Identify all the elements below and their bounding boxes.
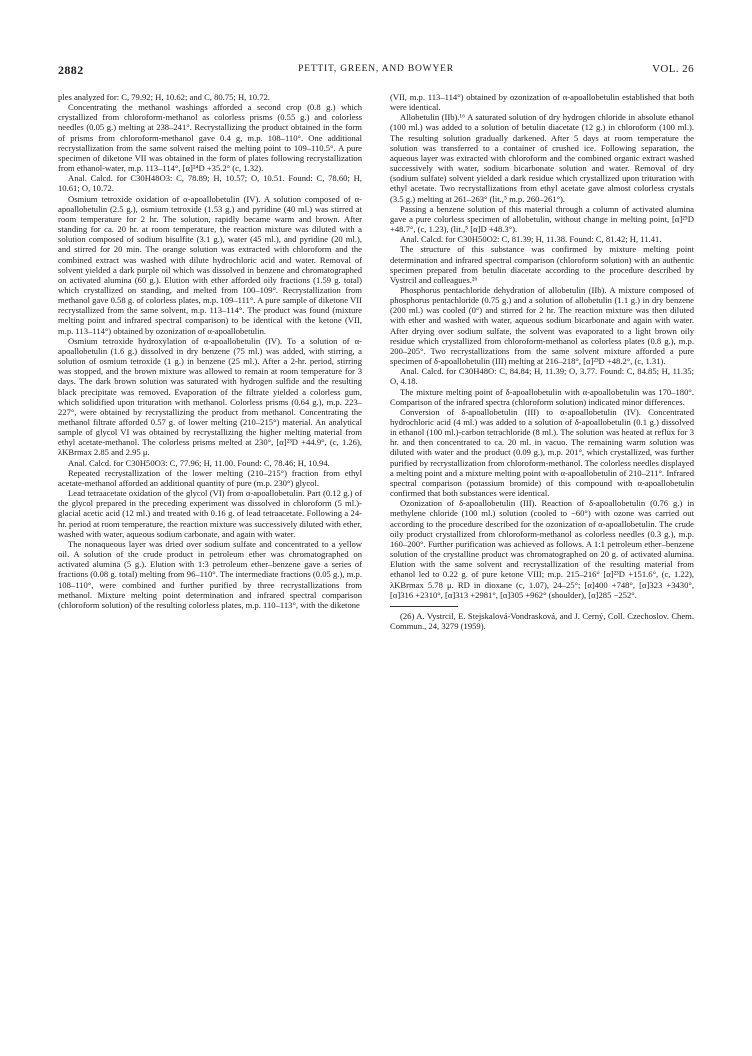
paragraph: Conversion of δ-apoallobetulin (III) to α-apoallobetulin (IV). Concentrated hydrochloric acid (4 ml.) was added to a solution of δ-apoallobetulin (0.1 g.) dissolved in ethanol (100 ml.)-carbon tetrachloride (8 ml.). The solution was heated at reflux for 3 hr. and then concentrated to ca. 20 ml. in vacuo. The remaining warm solution was diluted with water and the product (0.09 g.), m.p. 201°, which crystallized, was further purified by recrystallization from chloroform-methanol. The colorless needles displayed a melting point and a mixture melting point with α-apoallobetulin of 210–211°. Infrared spectral comparison (potassium bromide) of this compound with α-apoallobetulin confirmed that both substances were identical. [390,406,694,499]
right-column [390,92,694,631]
paragraph: The structure of this substance was confirmed by mixture melting point determination and infrared spectral comparison (chloroform solution) with an authentic specimen prepared from betulin diacetate according to the procedure described by Vystrcil and colleagues.²⁶ [390,244,694,285]
running-title: PETTIT, GREEN, AND BOWYER [298,64,454,74]
paragraph: Concentrating the methanol washings afforded a second crop (0.8 g.) which crystallized from chloroform-methanol as colorless prisms (0.55 g.) and colorless needles (0.05 g.) melting at 238–241°. Recrystallizing the product obtained in the form of prisms from chloroform-methanol gave 0.4 g, m.p. 108–110°. One additional recrystallization from the same solvent raised the melting point to 109–110.5°. A pure specimen of diketone VII was obtained in the form of plates following recrystallization from ethanol-water, m.p. 113–114°, [α]²⁴D +35.2° (c, 1.32). [58,102,362,174]
volume-label: VOL. 26 [652,63,694,75]
paragraph: The nonaqueous layer was dried over sodium sulfate and concentrated to a yellow oil. A solution of the crude product in petroleum ether was chromatographed on activated alumina (5 g.). Elution with 1:3 petroleum ether–benzene gave a series of fractions (0.08 g. total) melting from 96–110°. The intermediate fractions (0.05 g.), m.p. 108–110°, were combined and further purified by three recrystallizations from methanol. Mixture melting point determination and infrared spectral comparison (chloroform solution) of the resulting colorless plates, m.p. 110–113°, with the diketone [58,538,362,610]
left-column [58,92,362,610]
paragraph: Ozonization of δ-apoallobetulin (III). Reaction of δ-apoallobetulin (0.76 g.) in methylene chloride (100 ml.) solution (cooled to −60°) with ozone was carried out according to the procedure described for the ozonization of α-apoallobetulin. The crude oily product crystallized from chloroform-methanol as colorless needles (0.3 g.), m.p. 160–200°. Further purification was achieved as follows. A 1:1 petroleum ether–benzene solution of the crystalline product was chromatographed on 20 g. of activated alumina. Elution with the same solvent and recrystallization of the resulting material from ethanol led to 0.22 g. of pure ketone VIII; m.p. 215–216° [α]²³D +151.6°, (c, 1.22), λKBrmax 5.78 μ. RD in dioxane (c, 1.07), 24–25°; [α]400 +748°, [α]323 +3430°, [α]316 +2310°, [α]313 +2981°, [α]305 +962° (shoulder), [α]285 −252°. [390,498,694,600]
paragraph: Anal. Calcd. for C30H48O3: C, 78.89; H, 10.57; O, 10.51. Found: C, 78.60; H, 10.61; O, 10.72. [58,173,362,194]
paragraph: Anal. Calcd. for C30H48O: C, 84.84; H, 11.39; O, 3.77. Found: C, 84.85; H, 11.35; O, 4.18. [390,366,694,387]
paragraph: Allobetulin (IIb).¹⁶ A saturated solution of dry hydrogen chloride in absolute ethanol (100 ml.) was added to a solution of betulin diacetate (12 g.) in chloroform (100 ml.). The resulting solution gradually darkened. After 5 days at room temperature the solution was transferred to a container of crushed ice. Following separation, the aqueous layer was extracted with chloroform and the combined organic extract washed successively with water, sodium bicarbonate solution and water. Removal of dry (sodium sulfate) solvent yielded a dark residue which crystallized upon trituration with ethyl acetate. Two recrystallizations from ethyl acetate gave almost colorless crystals (3.5 g.) melting at 261–263° (lit.,⁵ m.p. 260–261°). [390,112,694,204]
paragraph: Anal. Calcd. for C30H50O2: C, 81.39; H, 11.38. Found: C, 81.42; H, 11.41. [400,234,662,245]
page-number: 2882 [58,63,84,77]
footnote: (26) A. Vystrcil, E. Stejskalová-Vondrasková, and J. Cerný, Coll. Czechoslov. Chem. Commun., 24, 3279 (1959). [390,610,694,631]
paragraph: Lead tetraacetate oxidation of the glycol (VI) from α-apoallobetulin. Part (0.12 g.) of the glycol prepared in the preceding experiment was dissolved in chloroform (5 ml.)-glacial acetic acid (12 ml.) and treated with 0.16 g. of lead tetraacetate. Following a 24-hr. period at room temperature, the reaction mixture was successively diluted with ether, washed with water, aqueous sodium carbonate, and again with water. [58,488,362,539]
paragraph: Osmium tetroxide hydroxylation of α-apoallobetulin (IV). To a solution of α-apoallobetulin (1.6 g.) dissolved in dry benzene (75 ml.) was added, with stirring, a solution of osmium tetroxide (1 g.) in benzene (25 ml.). After a 2-hr. period, stirring was stopped, and the brown mixture was allowed to remain at room temperature for 3 days. The dark brown solution was saturated with hydrogen sulfide and the resulting black precipitate was removed. Evaporation of the filtrate yielded a colorless gum, which solidified upon trituration with methanol. Colorless prisms (0.64 g.), m.p. 223–227°, were obtained by recrystallizing the product from methanol. Concentrating the methanol filtrate afforded 0.57 g. of lower melting (210–215°) material. An analytical sample of glycol VI was obtained by recrystallizing the higher melting material from ethyl acetate-methanol. The colorless prisms melted at 230°, [α]²³D +44.9°, (c, 1.26), λKBrmax 2.85 and 2.95 μ. [58,335,362,458]
paragraph: Osmium tetroxide oxidation of α-apoallobetulin (IV). A solution composed of α-apoallobetulin (2.5 g.), osmium tetroxide (1.53 g.) and pyridine (40 ml.) was stirred at room temperature for 2 hr. The solution, rapidly became warm and brown. After standing for ca. 20 hr. at room temperature, the reaction mixture was diluted with a solution composed of sodium bisulfite (3.1 g.), water (45 ml.), and pyridine (20 ml.), and stirred for 20 min. The orange solution was extracted with chloroform and the combined extract was washed with dilute hydrochloric acid and water. Removal of solvent yielded a dark purple oil which was dissolved in benzene and chromatographed on activated alumina (60 g.). Elution with ether afforded oily fractions (1.59 g. total) which crystallized on standing, and melted from 100–109°. Recrystallization from methanol gave 0.58 g. of colorless plates, m.p. 109–111°. A pure sample of diketone VII recrystallized from the same solvent, m.p. 113–114°. The product was found (mixture melting point and infrared spectral comparison) to be identical with the ketone (VII, m.p. 113–114°) obtained by ozonization of α-apoallobetulin. [58,193,362,336]
paragraph: Repeated recrystallization of the lower melting (210–215°) fraction from ethyl acetate-methanol afforded an additional quantity of pure (m.p. 230°) glycol. [58,467,362,488]
footnote-divider [390,606,458,607]
page-header [58,63,694,81]
paragraph: (VII, m.p. 113–114°) obtained by ozonization of α-apoallobetulin established that both were identical. [390,92,694,113]
paragraph: Passing a benzene solution of this material through a column of activated alumina gave a pure colorless specimen of allobetulin, without change in melting point, [α]²⁵D +48.7°, (c, 1.23), (lit.,⁵ [α]D +48.3°). [390,203,694,235]
paragraph: Anal. Calcd. for C30H50O3: C, 77.96; H, 11.00. Found: C, 78.46; H, 10.94. [68,457,330,468]
paragraph: ples analyzed for: C, 79.92; H, 10.62; and C, 80.75; H, 10.72. [58,92,270,102]
paragraph: The mixture melting point of δ-apoallobetulin with α-apoallobetulin was 170–180°. Comparison of the infrared spectra (chloroform solution) indicated minor differences. [390,386,694,407]
paragraph: Phosphorus pentachloride dehydration of allobetulin (IIb). A mixture composed of phosphorus pentachloride (0.75 g.) and a solution of allobetulin (1.1 g.) in dry benzene (200 ml.) was cooled (0°) and stirred for 2 hr. The reaction mixture was then diluted with ether and washed with water, aqueous sodium bicarbonate and again with water. After drying over sodium sulfate, the solvent was evaporated to a light brown oily residue which crystallized from chloroform-methanol as colorless plates (0.8 g.), m.p. 200–205°. Two recrystallizations from the same solvent mixture afforded a pure specimen of δ-apoallobetulin (III) melting at 216–218°, [α]²³D +48.2°, (c, 1.31). [390,284,694,367]
